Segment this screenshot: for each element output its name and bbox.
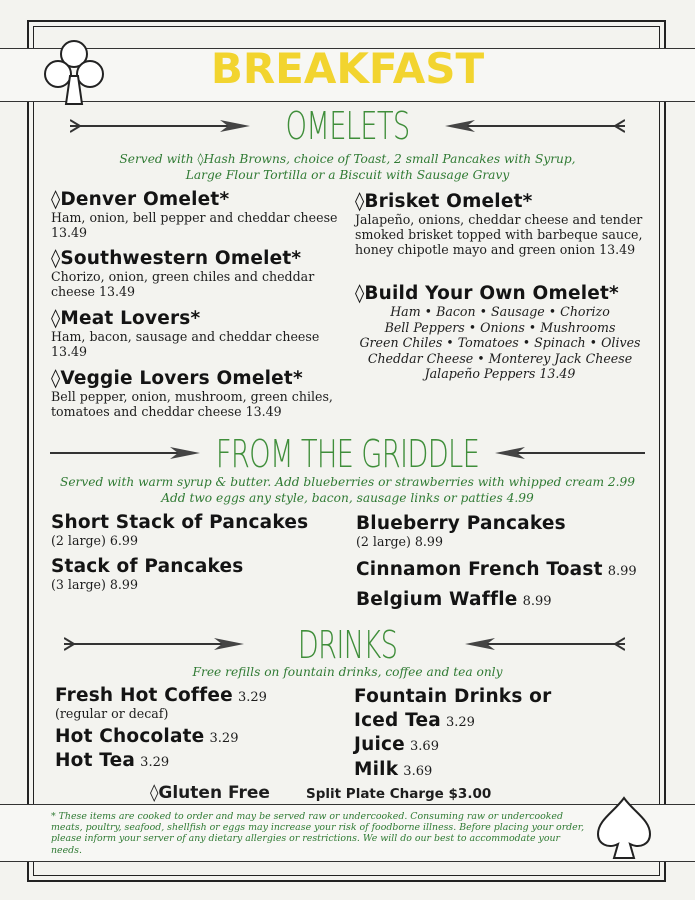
item-name: ◊Meat Lovers* [51, 308, 201, 329]
menu-item-hot-tea [55, 750, 345, 771]
item-name: Milk [354, 759, 399, 780]
omelets-note-1: Served with ◊Hash Browns, choice of Toast, 2 small Pancakes with Syrup, [119, 152, 576, 166]
omelets-note-2: Large Flour Tortilla or a Biscuit with Sausage Gravy [185, 168, 510, 182]
item-name: ◊Veggie Lovers Omelet* [51, 368, 303, 389]
menu-item-veggie-lovers-omelet [51, 368, 351, 419]
item-price: 8.99 [607, 564, 637, 579]
item-name: ◊Brisket Omelet* [355, 191, 533, 212]
griddle-note-2: Add two eggs any style, bacon, sausage links or patties 4.99 [161, 491, 534, 505]
club-icon [42, 36, 106, 108]
menu-item-build-your-own-omelet [355, 283, 645, 382]
menu-item-stack-of-pancakes [51, 556, 351, 592]
byo-options-5: Jalapeño Peppers 13.49 [424, 366, 576, 381]
item-name: Fresh Hot Coffee [55, 685, 233, 706]
item-name: Short Stack of Pancakes [51, 512, 309, 533]
item-name: Hot Tea [55, 750, 136, 771]
item-desc: Bell pepper, onion, mushroom, green chiles, tomatoes and cheddar cheese 13.49 [51, 389, 333, 419]
menu-item-hot-chocolate [55, 726, 345, 747]
menu-item-iced-tea [354, 710, 644, 731]
menu-item-blueberry-pancakes [356, 513, 646, 549]
item-name: Stack of Pancakes [51, 556, 244, 577]
menu-item-belgium-waffle [356, 589, 646, 610]
item-name: Iced Tea [354, 710, 441, 731]
split-plate-charge: Split Plate Charge $3.00 [306, 786, 492, 802]
item-price: 3.69 [410, 739, 439, 754]
item-desc: (2 large) 8.99 [356, 534, 443, 549]
byo-options-1: Ham • Bacon • Sausage • Chorizo [390, 304, 610, 319]
item-name: Juice [354, 734, 405, 755]
menu-item-fountain-drinks [354, 686, 644, 707]
section-omelets-heading: OMELETS [285, 104, 410, 148]
arrow-right-griddle [495, 446, 645, 460]
item-name: Blueberry Pancakes [356, 513, 566, 534]
item-name: ◊Build Your Own Omelet* [355, 283, 619, 304]
griddle-note-1: Served with warm syrup & butter. Add blueberries or strawberries with whipped cream 2.99 [59, 475, 636, 489]
item-desc: (regular or decaf) [55, 706, 169, 721]
arrow-right-drinks [465, 637, 625, 651]
section-griddle-heading: FROM THE GRIDDLE [215, 432, 480, 476]
menu-item-southwestern-omelet [51, 248, 346, 299]
item-desc: Ham, onion, bell pepper and cheddar cheese 13.49 [51, 210, 338, 240]
item-name: ◊Southwestern Omelet* [51, 248, 302, 269]
item-name: ◊Denver Omelet* [51, 189, 230, 210]
page-title: BREAKFAST [210, 44, 485, 93]
drinks-note: Free refills on fountain drinks, coffee and tea only [192, 665, 503, 679]
menu-item-short-stack [51, 512, 351, 548]
menu-item-cinnamon-french-toast [356, 559, 656, 580]
item-name: Hot Chocolate [55, 726, 205, 747]
section-drinks-heading: DRINKS [297, 623, 398, 667]
byo-options-4: Cheddar Cheese • Monterey Jack Cheese [367, 350, 633, 366]
item-price: 3.29 [238, 690, 267, 705]
menu-item-denver-omelet [51, 189, 346, 240]
item-price: 3.69 [403, 764, 433, 779]
gluten-free-note: ◊Gluten Free [150, 783, 270, 803]
menu-item-juice [354, 734, 644, 755]
item-desc: (3 large) 8.99 [51, 577, 138, 592]
item-desc: Ham, bacon, sausage and cheddar cheese 13.49 [51, 329, 320, 359]
menu-item-brisket-omelet [355, 191, 645, 257]
item-name: Belgium Waffle [356, 589, 518, 610]
item-price: 8.99 [522, 594, 552, 609]
byo-options-2: Bell Peppers • Onions • Mushrooms [384, 319, 616, 335]
item-price: 3.29 [209, 731, 239, 746]
menu-item-milk [354, 759, 644, 780]
item-name: Cinnamon French Toast [356, 559, 603, 580]
disclaimer-text: * These items are cooked to order and may be served raw or undercooked. Consuming raw or undercooked meats, poultry, seafood, shellfish or eggs may increase your risk of foodborne illness. Before placing your order, please inform your server of any dietary allergies or restrictions. We will do our best to accommodate your needs. [51, 811, 585, 856]
byo-options-3: Green Chiles • Tomatoes • Spinach • Olives [359, 335, 641, 350]
item-name: Fountain Drinks or [354, 686, 552, 707]
item-desc: Jalapeño, onions, cheddar cheese and tender smoked brisket topped with barbeque sauce, honey chipotle mayo and green onion 13.49 [355, 212, 643, 257]
item-desc: (2 large) 6.99 [51, 533, 138, 548]
item-price: 3.29 [445, 715, 475, 730]
item-desc: Chorizo, onion, green chiles and cheddar cheese 13.49 [51, 269, 315, 299]
spade-icon [594, 794, 654, 862]
arrow-right-omelets [445, 119, 625, 133]
menu-item-fresh-hot-coffee [55, 685, 345, 721]
item-price: 3.29 [140, 755, 170, 770]
menu-item-meat-lovers [51, 308, 341, 359]
